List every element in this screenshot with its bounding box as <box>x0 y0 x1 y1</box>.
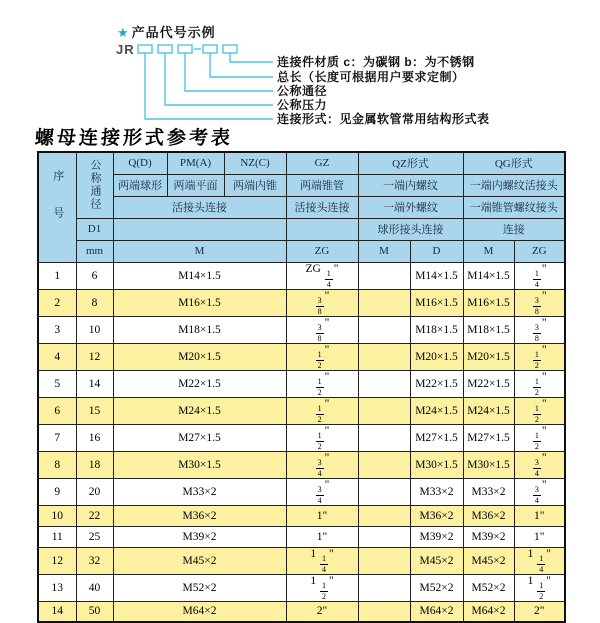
cell-qg-zg: 1 $\frac{1}{4}$ " <box>514 547 565 574</box>
table-row <box>38 547 565 574</box>
cell-m: M39×2 <box>113 526 286 547</box>
header-qz-m: M <box>358 240 410 262</box>
header-qz-code: QZ形式 <box>358 152 463 174</box>
cell-qg-zg: $\frac{1}{4}$ " <box>514 262 565 289</box>
cell-dn: 10 <box>76 316 113 343</box>
cell-qz-d: M33×2 <box>410 478 463 505</box>
cell-qg-m: M39×2 <box>463 526 514 547</box>
cell-m: M64×2 <box>113 601 286 622</box>
cell-gz: 2" <box>286 601 358 622</box>
cell-dn: 50 <box>76 601 113 622</box>
cell-no: 1 <box>38 262 76 289</box>
cell-dn: 16 <box>76 424 113 451</box>
cell-gz: 1" <box>286 526 358 547</box>
header-qz-desc1: 一端内螺纹 <box>358 174 463 196</box>
cell-qg-m: M18×1.5 <box>463 316 514 343</box>
cell-m: M27×1.5 <box>113 424 286 451</box>
table-row <box>38 574 565 601</box>
cell-m: M20×1.5 <box>113 343 286 370</box>
cell-m: M14×1.5 <box>113 262 286 289</box>
star-icon: ★ <box>117 25 130 40</box>
product-code-heading-text: 产品代号示例 <box>131 25 216 40</box>
cell-dn: 25 <box>76 526 113 547</box>
cell-qz-d: M39×2 <box>410 526 463 547</box>
cell-qg-m: M64×2 <box>463 601 514 622</box>
code-prefix: JR <box>116 42 135 57</box>
cell-qg-zg: $\frac{3}{8}$ " <box>514 316 565 343</box>
cell-qg-m: M36×2 <box>463 505 514 526</box>
cell-dn: 18 <box>76 451 113 478</box>
cell-no: 11 <box>38 526 76 547</box>
cell-qg-m: M45×2 <box>463 547 514 574</box>
cell-no: 6 <box>38 397 76 424</box>
table-row <box>38 526 565 547</box>
cell-qz-m <box>358 316 410 343</box>
header-gz-zg: ZG <box>286 240 358 262</box>
cell-dn: 15 <box>76 397 113 424</box>
cell-qg-m: M16×1.5 <box>463 289 514 316</box>
cell-qg-zg: $\frac{1}{2}$ " <box>514 424 565 451</box>
label-pressure: 公称压力 <box>277 98 328 112</box>
cell-qz-m <box>358 601 410 622</box>
cell-m: M45×2 <box>113 547 286 574</box>
table-header <box>38 152 565 262</box>
table-row <box>38 601 565 622</box>
cell-dn: 40 <box>76 574 113 601</box>
cell-qz-m <box>358 262 410 289</box>
leader-line-diameter <box>185 53 273 91</box>
cell-qg-zg: $\frac{3}{4}$ " <box>514 478 565 505</box>
nut-connection-table <box>37 151 566 623</box>
cell-qz-m <box>358 397 410 424</box>
cell-dn: 14 <box>76 370 113 397</box>
cell-qz-d: M36×2 <box>410 505 463 526</box>
cell-dn: 12 <box>76 343 113 370</box>
label-diameter: 公称通径 <box>277 84 328 98</box>
cell-qg-zg: $\frac{3}{8}$ " <box>514 289 565 316</box>
cell-m: M24×1.5 <box>113 397 286 424</box>
cell-dn: 22 <box>76 505 113 526</box>
cell-gz: $\frac{3}{4}$ " <box>286 478 358 505</box>
cell-qz-m <box>358 505 410 526</box>
cell-dn: 8 <box>76 289 113 316</box>
header-q-code: Q(D) <box>113 152 167 174</box>
cell-no: 10 <box>38 505 76 526</box>
table-row <box>38 289 565 316</box>
code-box-5 <box>223 45 237 53</box>
header-q-desc: 两端球形 <box>113 174 167 196</box>
cell-qg-m: M30×1.5 <box>463 451 514 478</box>
cell-no: 7 <box>38 424 76 451</box>
header-d1: D1 <box>76 218 113 240</box>
header-qg-desc1: 一端内螺纹活接头 <box>463 174 565 196</box>
cell-no: 3 <box>38 316 76 343</box>
cell-m: M33×2 <box>113 478 286 505</box>
cell-qg-m: M22×1.5 <box>463 370 514 397</box>
header-qg-zg: ZG <box>514 240 565 262</box>
cell-qz-m <box>358 547 410 574</box>
cell-qz-m <box>358 526 410 547</box>
cell-qg-zg: $\frac{1}{2}$ " <box>514 370 565 397</box>
header-pm-desc: 两端平面 <box>167 174 224 196</box>
label-length: 总长（长度可根据用户要求定制） <box>277 70 465 84</box>
cell-qg-zg: 1 $\frac{1}{2}$ " <box>514 574 565 601</box>
cell-no: 4 <box>38 343 76 370</box>
cell-no: 12 <box>38 547 76 574</box>
header-qz-d: D <box>410 240 463 262</box>
cell-dn: 6 <box>76 262 113 289</box>
cell-gz: $\frac{3}{8}$ " <box>286 289 358 316</box>
header-qg-m: M <box>463 240 514 262</box>
cell-qz-d: M64×2 <box>410 601 463 622</box>
cell-m: M30×1.5 <box>113 451 286 478</box>
cell-qg-zg: $\frac{1}{2}$ " <box>514 343 565 370</box>
cell-gz: 1" <box>286 505 358 526</box>
cell-m: M18×1.5 <box>113 316 286 343</box>
code-box-1 <box>138 45 152 53</box>
header-qg-conn: 连接 <box>463 218 565 240</box>
cell-qz-m <box>358 424 410 451</box>
cell-m: M16×1.5 <box>113 289 286 316</box>
cell-qz-d: M45×2 <box>410 547 463 574</box>
cell-qg-m: M20×1.5 <box>463 343 514 370</box>
cell-gz: $\frac{3}{8}$ " <box>286 316 358 343</box>
table-row <box>38 451 565 478</box>
header-qz-conn: 球形接头连接 <box>358 218 463 240</box>
cell-gz: $\frac{1}{2}$ " <box>286 397 358 424</box>
cell-qg-m: M14×1.5 <box>463 262 514 289</box>
cell-qg-zg: 1" <box>514 526 565 547</box>
cell-qg-zg: $\frac{3}{4}$ " <box>514 451 565 478</box>
cell-qz-m <box>358 478 410 505</box>
leader-line-length <box>210 53 273 77</box>
cell-dn: 32 <box>76 547 113 574</box>
header-nz-code: NZ(C) <box>224 152 286 174</box>
cell-m: M52×2 <box>113 574 286 601</box>
header-nz-desc: 两端内锥 <box>224 174 286 196</box>
table-row <box>38 343 565 370</box>
label-material: 连接件材质 c：为碳钢 b：为不锈钢 <box>277 55 475 69</box>
cell-qz-m <box>358 343 410 370</box>
cell-gz: $\frac{3}{4}$ " <box>286 451 358 478</box>
cell-no: 5 <box>38 370 76 397</box>
table-row <box>38 316 565 343</box>
cell-qg-zg: $\frac{1}{2}$ " <box>514 397 565 424</box>
cell-qg-m: M33×2 <box>463 478 514 505</box>
cell-gz: $\frac{1}{2}$ " <box>286 343 358 370</box>
cell-qg-m: M27×1.5 <box>463 424 514 451</box>
header-union-m: M <box>113 240 286 262</box>
cell-qz-d: M24×1.5 <box>410 397 463 424</box>
cell-qg-zg: 2" <box>514 601 565 622</box>
header-seq: 序号 <box>38 152 76 262</box>
cell-qg-m: M24×1.5 <box>463 397 514 424</box>
table-title: 螺母连接形式参考表 <box>34 128 234 149</box>
cell-no: 14 <box>38 601 76 622</box>
cell-no: 13 <box>38 574 76 601</box>
cell-qz-d: M20×1.5 <box>410 343 463 370</box>
cell-qz-d: M16×1.5 <box>410 289 463 316</box>
cell-dn: 20 <box>76 478 113 505</box>
header-gz-conn: 活接头连接 <box>286 196 358 218</box>
cell-qz-d: M18×1.5 <box>410 316 463 343</box>
header-empty-union <box>113 218 286 240</box>
cell-qz-d: M22×1.5 <box>410 370 463 397</box>
leader-line-material <box>230 53 273 62</box>
cell-m: M36×2 <box>113 505 286 526</box>
cell-gz: ZG $\frac{1}{4}$ " <box>286 262 358 289</box>
cell-qz-m <box>358 451 410 478</box>
cell-gz: 1 $\frac{1}{2}$ " <box>286 574 358 601</box>
code-box-4 <box>203 45 217 53</box>
cell-qz-d: M14×1.5 <box>410 262 463 289</box>
header-gz-desc: 两端锥管 <box>286 174 358 196</box>
cell-qg-m: M52×2 <box>463 574 514 601</box>
table-row <box>38 478 565 505</box>
cell-gz: 1 $\frac{1}{4}$ " <box>286 547 358 574</box>
leader-line-pressure <box>165 53 273 105</box>
cell-no: 2 <box>38 289 76 316</box>
code-box-3 <box>178 45 192 53</box>
cell-qg-zg: 1" <box>514 505 565 526</box>
table-body <box>38 262 565 622</box>
cell-qz-m <box>358 289 410 316</box>
table-row <box>38 397 565 424</box>
header-mm: mm <box>76 240 113 262</box>
header-qg-desc2: 一端锥管螺纹接头 <box>463 196 565 218</box>
cell-qz-m <box>358 574 410 601</box>
table-row <box>38 505 565 526</box>
cell-m: M22×1.5 <box>113 370 286 397</box>
header-gz-code: GZ <box>286 152 358 174</box>
table-row <box>38 424 565 451</box>
cell-qz-d: M30×1.5 <box>410 451 463 478</box>
table-row <box>38 262 565 289</box>
header-qz-desc2: 一端外螺纹 <box>358 196 463 218</box>
table-row <box>38 370 565 397</box>
cell-gz: $\frac{1}{2}$ " <box>286 370 358 397</box>
header-qg-code: QG形式 <box>463 152 565 174</box>
label-connection: 连接形式：见金属软管常用结构形式表 <box>277 112 490 126</box>
cell-no: 9 <box>38 478 76 505</box>
leader-line-connection <box>145 53 273 119</box>
header-empty-gz <box>286 218 358 240</box>
cell-qz-d: M27×1.5 <box>410 424 463 451</box>
code-box-2 <box>158 45 172 53</box>
cell-qz-d: M52×2 <box>410 574 463 601</box>
cell-gz: $\frac{1}{2}$ " <box>286 424 358 451</box>
cell-no: 8 <box>38 451 76 478</box>
cell-qz-m <box>358 370 410 397</box>
header-pm-code: PM(A) <box>167 152 224 174</box>
header-dn: 公称通径 <box>76 152 113 218</box>
header-union-conn: 活接头连接 <box>113 196 286 218</box>
